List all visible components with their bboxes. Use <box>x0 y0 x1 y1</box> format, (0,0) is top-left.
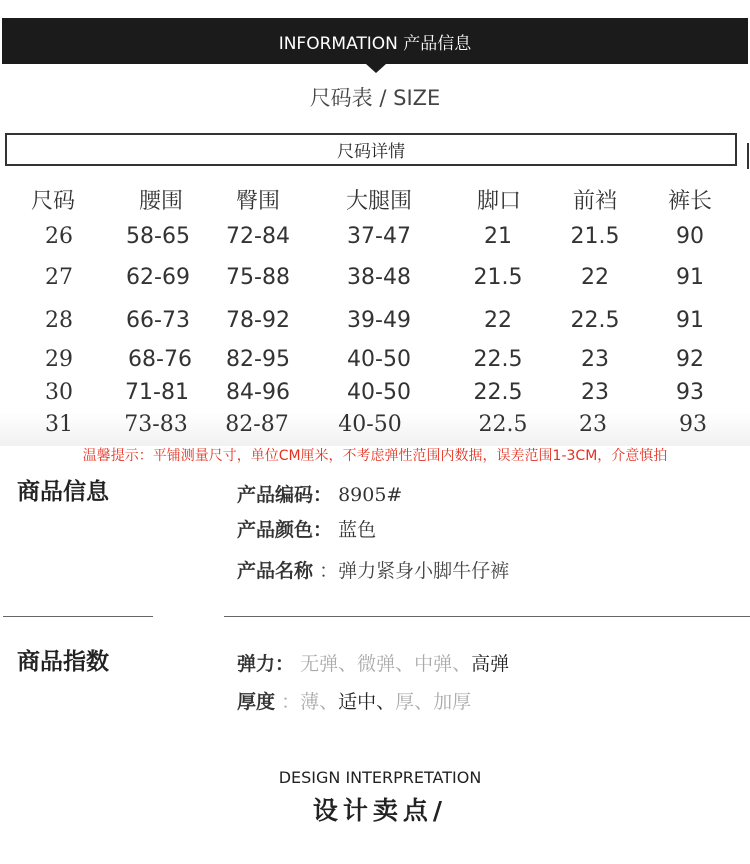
table-cell: 40-50 <box>347 380 411 405</box>
table-row <box>0 347 750 381</box>
table-cell: 78-92 <box>226 308 290 333</box>
header-cell: 脚口 <box>476 189 521 214</box>
banner-notch <box>366 64 386 73</box>
size-detail-header <box>5 133 737 166</box>
table-cell: 72-84 <box>226 224 290 249</box>
table-cell: 71-81 <box>125 380 189 405</box>
thickness-option: 厚、 <box>395 691 434 713</box>
table-row <box>0 224 750 258</box>
table-cell: 22 <box>581 265 609 290</box>
product-code-line <box>237 480 402 507</box>
table-cell: 31 <box>45 412 73 437</box>
product-info-title: 商品信息 <box>17 479 109 505</box>
divider-right <box>224 616 750 617</box>
table-cell: 21.5 <box>570 224 620 249</box>
divider-left <box>3 616 153 617</box>
table-cell: 22.5 <box>570 308 620 333</box>
table-cell: 62-69 <box>126 265 190 290</box>
banner-title: INFORMATION 产品信息 <box>278 33 472 54</box>
design-title-cn: 设计卖点/ <box>312 796 448 825</box>
header-cell: 大腿围 <box>345 189 412 214</box>
header-cell: 裤长 <box>667 189 712 214</box>
table-cell: 22.5 <box>478 412 528 437</box>
table-cell: 21.5 <box>473 265 523 290</box>
elasticity-option: 中弹、 <box>414 653 472 675</box>
product-code-label: 产品编码： <box>237 484 333 506</box>
table-header-row <box>0 184 750 218</box>
table-cell: 73-83 <box>124 412 188 437</box>
size-detail-label: 尺码详情 <box>337 142 405 162</box>
thickness-option-selected: 适中、 <box>338 691 396 713</box>
elasticity-label: 弹力： <box>237 653 295 675</box>
header-cell: 臀围 <box>235 189 280 214</box>
size-title: 尺码表 / SIZE <box>309 86 441 110</box>
table-cell: 93 <box>676 380 704 405</box>
table-cell: 23 <box>581 380 609 405</box>
table-cell: 90 <box>676 224 704 249</box>
table-cell: 68-76 <box>128 347 192 372</box>
header-cell: 前裆 <box>572 189 617 214</box>
table-cell: 40-50 <box>338 412 402 437</box>
elasticity-option: 微弹、 <box>357 653 415 675</box>
table-cell: 22 <box>484 308 512 333</box>
elasticity-line <box>237 649 509 676</box>
thickness-label: 厚度 <box>237 691 276 713</box>
table-cell: 38-48 <box>347 265 411 290</box>
table-cell: 82-87 <box>225 412 289 437</box>
table-cell: 23 <box>581 347 609 372</box>
table-cell: 82-95 <box>226 347 290 372</box>
table-cell: 28 <box>45 308 73 333</box>
table-cell: 26 <box>45 224 73 249</box>
table-cell: 40-50 <box>347 347 411 372</box>
table-cell: 91 <box>676 308 704 333</box>
table-row <box>0 380 750 414</box>
table-row <box>0 265 750 299</box>
design-title-en: DESIGN INTERPRETATION <box>278 768 482 787</box>
thickness-option: ：薄、 <box>281 691 339 713</box>
table-cell: 27 <box>45 265 73 290</box>
table-cell: 21 <box>484 224 512 249</box>
product-code-value: 8905# <box>338 484 403 506</box>
elasticity-option: 无弹、 <box>300 653 358 675</box>
header-cell: 腰围 <box>138 189 183 214</box>
table-cell: 91 <box>676 265 704 290</box>
thickness-option: 加厚 <box>433 691 472 713</box>
table-cell: 22.5 <box>473 347 523 372</box>
table-cell: 22.5 <box>473 380 523 405</box>
table-cell: 75-88 <box>226 265 290 290</box>
edge-mark <box>747 143 749 169</box>
product-index-title: 商品指数 <box>17 649 109 675</box>
product-name-label: 产品名称 <box>237 560 314 582</box>
table-cell: 84-96 <box>226 380 290 405</box>
measurement-note: 温馨提示：平铺测量尺寸，单位CM厘米，不考虑弹性范围内数据，误差范围1-3CM，介意慎拍 <box>82 448 668 464</box>
table-row <box>0 308 750 342</box>
table-cell: 93 <box>679 412 707 437</box>
elasticity-option-selected: 高弹 <box>471 653 510 675</box>
header-cell: 尺码 <box>30 189 75 214</box>
product-name-value: ：弹力紧身小脚牛仔裤 <box>319 560 510 582</box>
table-cell: 92 <box>676 347 704 372</box>
info-banner <box>2 18 748 64</box>
thickness-line <box>237 687 471 714</box>
table-cell: 30 <box>45 380 73 405</box>
table-cell: 39-49 <box>347 308 411 333</box>
table-cell: 66-73 <box>126 308 190 333</box>
table-row <box>0 412 750 446</box>
product-name-line <box>237 556 509 583</box>
product-color-label: 产品颜色： <box>237 519 333 541</box>
table-cell: 37-47 <box>347 224 411 249</box>
product-color-line <box>237 515 376 542</box>
table-cell: 23 <box>579 412 607 437</box>
table-cell: 58-65 <box>126 224 190 249</box>
table-cell: 29 <box>45 347 73 372</box>
product-color-value: 蓝色 <box>338 519 377 541</box>
